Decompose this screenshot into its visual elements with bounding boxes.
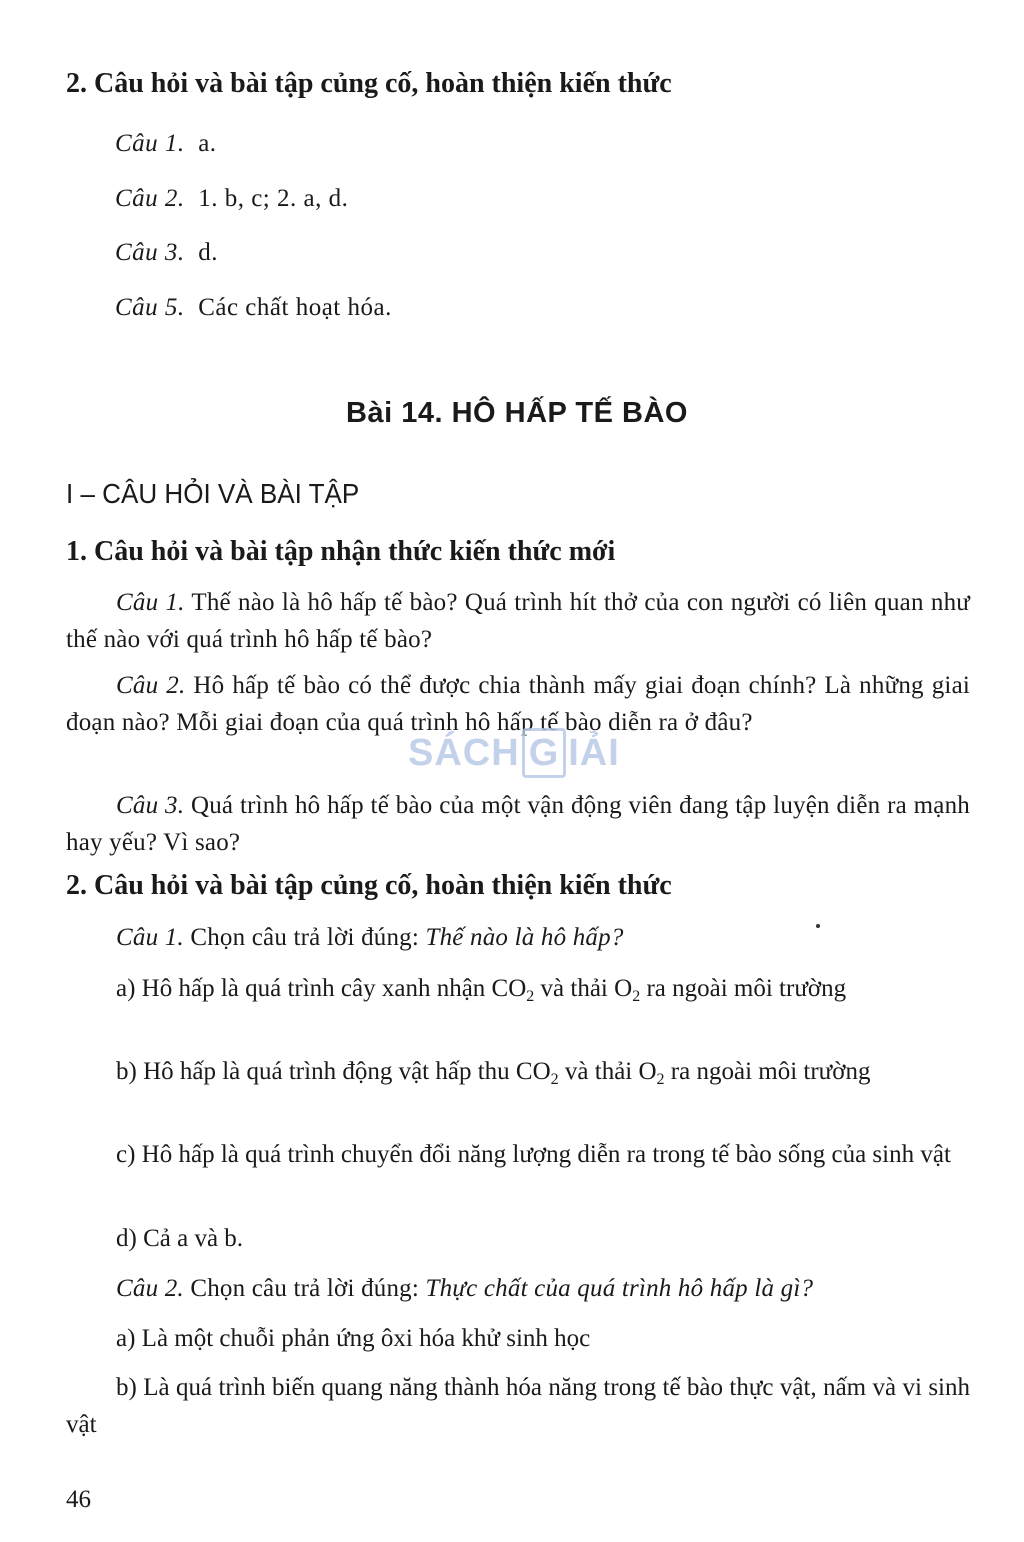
question-1 [66, 584, 970, 658]
question-3 [66, 787, 970, 861]
question-prompt: Chọn câu trả lời đúng: [190, 924, 420, 951]
option-b: b) Là quá trình biến quang năng thành hóa năng trong tế bào thực vật, nấm và vi sinh vật [66, 1374, 970, 1438]
answer-text: d. [198, 239, 218, 266]
question-prompt: Chọn câu trả lời đúng: [190, 1275, 420, 1302]
part2-heading: 2. Câu hỏi và bài tập củng cố, hoàn thiện kiến thức [66, 870, 672, 901]
watermark-text: SÁCH [408, 732, 520, 774]
answer-item [115, 130, 217, 158]
option-text: ra ngoài môi trường [640, 975, 847, 1002]
mc-question-1 [66, 919, 970, 956]
question-label: Câu 1. [116, 924, 184, 951]
subscript: 2 [632, 988, 641, 1005]
lesson-title: Bài 14. HÔ HẤP TẾ BÀO [346, 397, 688, 429]
option-d: d) Cả a và b. [116, 1225, 244, 1252]
answer-item [115, 294, 392, 322]
question-text: Hô hấp tế bào có thể được chia thành mấy giai đoạn chính? Là những giai đoạn nào? Mỗi giai đoạn của quá trình hô hấp tế bào diễn ra ở đâu? [66, 672, 971, 736]
watermark-text: IẢI [568, 732, 620, 774]
answer-item [115, 185, 348, 213]
mc-question-2 [66, 1270, 970, 1307]
option-text: ra ngoài môi trường [664, 1058, 871, 1085]
subscript: 2 [526, 988, 535, 1005]
question-label: Câu 2. [116, 1275, 184, 1302]
subscript: 2 [656, 1071, 665, 1088]
option-a [66, 970, 970, 1007]
question-text: Thực chất của quá trình hô hấp là gì? [425, 1275, 814, 1302]
watermark-logo [408, 728, 620, 778]
option-text: a) Hô hấp là quá trình cây xanh nhận CO [116, 975, 527, 1002]
question-label: Câu 1. [116, 589, 185, 616]
answer-item [115, 239, 218, 267]
option-c: c) Hô hấp là quá trình chuyển đổi năng lượng diễn ra trong tế bào sống của sinh vật [116, 1141, 951, 1168]
answer-label: Câu 2. [115, 185, 185, 212]
watermark-g-box: G [522, 728, 567, 778]
answer-label: Câu 5. [115, 294, 185, 321]
answer-label: Câu 1. [115, 130, 185, 157]
subscript: 2 [550, 1071, 559, 1088]
answer-text: Các chất hoạt hóa. [198, 294, 392, 321]
page-number: 46 [66, 1486, 91, 1513]
option-text: và thải O [558, 1058, 657, 1085]
answer-text: a. [198, 130, 217, 157]
question-label: Câu 3. [116, 792, 185, 819]
speck [816, 924, 820, 928]
option-b [66, 1053, 970, 1090]
part1-heading: 1. Câu hỏi và bài tập nhận thức kiến thức mới [66, 536, 616, 567]
option-text: b) Hô hấp là quá trình động vật hấp thu CO [116, 1058, 551, 1085]
option-a: a) Là một chuỗi phản ứng ôxi hóa khử sinh học [116, 1325, 591, 1352]
section-heading-consolidation: 2. Câu hỏi và bài tập củng cố, hoàn thiện kiến thức [66, 68, 672, 99]
section-title: I – CÂU HỎI VÀ BÀI TẬP [66, 478, 360, 509]
answer-label: Câu 3. [115, 239, 185, 266]
question-text: Thế nào là hô hấp tế bào? Quá trình hít thở của con người có liên quan như thế nào với quá trình hô hấp tế bào? [66, 589, 971, 653]
question-text: Thế nào là hô hấp? [425, 924, 624, 951]
answer-text: 1. b, c; 2. a, d. [198, 185, 349, 212]
question-text: Quá trình hô hấp tế bào của một vận động viên đang tập luyện diễn ra mạnh hay yếu? Vì sao? [66, 792, 971, 856]
question-label: Câu 2. [116, 672, 186, 699]
option-text: và thải O [534, 975, 633, 1002]
